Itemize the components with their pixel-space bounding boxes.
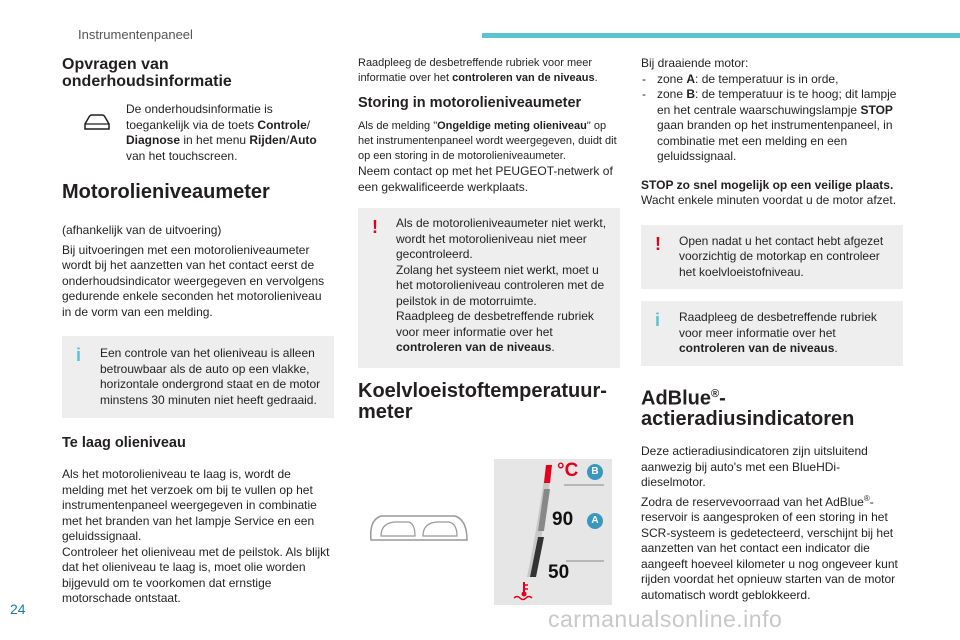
maintenance-block	[62, 102, 334, 166]
gauge-fault-warning	[358, 208, 620, 368]
coolant-info-note	[641, 301, 903, 366]
coolant-heading: Koelvloeistoftemperatuur-meter	[358, 379, 607, 423]
engine-running-label: Bij draaiende motor:	[641, 56, 749, 70]
maintenance-heading: Opvragen van onderhoudsinformatie	[62, 56, 232, 90]
levels-reference: Raadpleeg de desbetreffende rubriek voor meer informatie over het controleren van de niveaus.	[358, 57, 598, 84]
zone-list	[641, 72, 903, 165]
oil-info-note	[62, 336, 334, 418]
column-middle	[358, 56, 620, 423]
header-accent-bar	[482, 33, 960, 38]
gauge-label-a: A	[587, 513, 603, 529]
maintenance-text: De onderhoudsinformatie is toegankelijk via de toets Controle/ Diagnose in het menu Rijden/Auto van het touchscreen.	[126, 102, 317, 163]
coolant-gauge	[494, 459, 612, 605]
zone-b-item: - zone B: de temperatuur is te hoog; dit lampje en het centrale waarschuwingslampje STOP gaan branden op het instrumentenpaneel, in combinatie met een melding en een geluidssignaal.	[641, 87, 903, 165]
header-section-label: Instrumentenpaneel	[78, 27, 193, 42]
column-right	[641, 56, 903, 603]
wait-text: Wacht enkele minuten voordat u de motor afzet.	[641, 193, 897, 207]
page-number: 24	[10, 601, 26, 617]
warning-text-2: Zolang het systeem niet werkt, moet u het motorolieniveau controleren met de peilstok in de motorruimte.	[396, 262, 605, 308]
gauge-fault-text: Als de melding "Ongeldige meting olieniveau" op het instrumentenpaneel wordt weergegeven, duidt dit op een storing in de motorolieniveaumeter.	[358, 120, 617, 162]
gauge-fault-heading: Storing in motorolieniveaumeter	[358, 95, 582, 111]
warning-text-1: Als de motorolieniveaumeter niet werkt, wordt het motorolieniveau niet meer gecontroleerd.	[396, 216, 607, 261]
oil-level-text: Bij uitvoeringen met een motorolieniveaumeter wordt bij het aanzetten van het contact eerst de onderhoudsindicator weergegeven en vervolgens gedurende enkele seconden het motorolieniveau in de vorm van een melding.	[62, 242, 325, 319]
coolant-temperature-icon	[513, 581, 535, 606]
gauge-lower-value: 50	[548, 562, 570, 583]
low-oil-text-2: Controleer het olieniveau met de peilstok. Als blijkt dat het olieniveau te laag is, moet olie worden bijgevuld om te voorkomen dat ernstige motorschade ontstaat.	[62, 544, 330, 605]
oil-dependency-note: (afhankelijk van de uitvoering)	[62, 223, 222, 237]
zone-a-item: - zone A: de temperatuur is in orde,	[641, 72, 903, 88]
car-icon	[82, 112, 112, 137]
oil-level-heading: Motorolieniveaumeter	[62, 181, 270, 203]
gauge-unit: °C	[557, 460, 579, 481]
oil-info-text: Een controle van het olieniveau is alleen betrouwbaar als de auto op een vlakke, horizontale ondergrond staat en de motor minstens 30 minuten niet heeft gedraaid.	[100, 346, 321, 407]
coolant-info-text: Raadpleeg de desbetreffende rubriek voor meer informatie over het controleren van de niveaus.	[679, 310, 877, 355]
warning-icon: !	[372, 217, 378, 237]
cluster-outline-icon	[367, 510, 471, 551]
watermark: carmanualsonline.info	[548, 606, 783, 632]
warning-text-3: Raadpleeg de desbetreffende rubriek voor meer informatie over het controleren van de niveaus.	[396, 309, 594, 354]
coolant-warning-note	[641, 225, 903, 290]
gauge-fault-contact: Neem contact op met het PEUGEOT-netwerk of een gekwalificeerde werkplaats.	[358, 164, 613, 194]
adblue-text-1: Deze actieradiusindicatoren zijn uitsluitend aanwezig bij auto's met een BlueHDi-dieselmotor.	[641, 444, 868, 490]
info-icon: i	[76, 345, 82, 365]
info-icon: i	[655, 310, 661, 330]
coolant-warning-text: Open nadat u het contact hebt afgezet voorzichtig de motorkap en controleer het koelvloeistofniveau.	[679, 233, 884, 279]
column-left	[62, 56, 334, 607]
warning-icon: !	[655, 233, 661, 254]
gauge-label-b: B	[587, 464, 603, 480]
gauge-upper-value: 90	[552, 509, 574, 530]
low-oil-text-1: Als het motorolieniveau te laag is, wordt de melding met het verzoek om bij te vullen op het instrumentenpaneel weergegeven in combinatie met het branden van het lampje Service en een geluidssignaal.	[62, 467, 317, 543]
adblue-heading: AdBlue®- actieradiusindicatoren	[641, 387, 855, 431]
adblue-text-2: Zodra de reservevoorraad van het AdBlue®-reservoir is aangesproken of een storing in het SCR-systeem is gedetecteerd, verschijnt bij het aanzetten van het contact een indicator die aangeeft hoeveel kilometer u nog ongeveer kunt rijden voordat het opnieuw starten van de motor automatisch wordt geblokkeerd.	[641, 493, 898, 602]
low-oil-heading: Te laag olieniveau	[62, 435, 186, 451]
stop-safely-text: STOP zo snel mogelijk op een veilige plaats.	[641, 177, 894, 192]
